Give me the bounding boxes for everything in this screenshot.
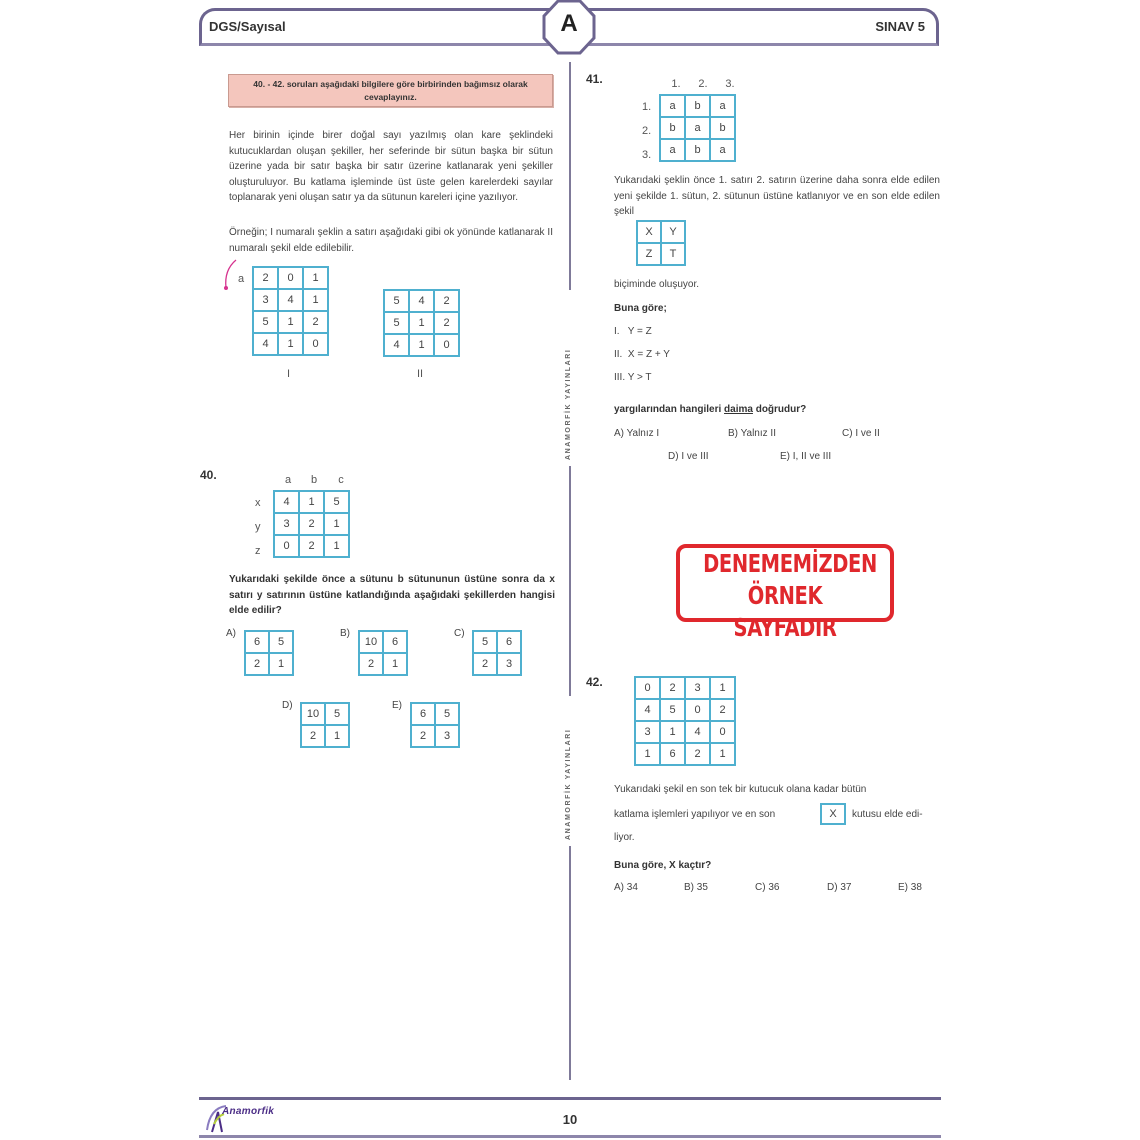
grid-row: [660, 139, 735, 161]
grid-row: [637, 221, 685, 243]
exam-section-title: DGS/Sayısal: [209, 19, 286, 34]
q41-result-grid: [636, 220, 686, 266]
grid-row: [301, 725, 349, 747]
grid-row: [274, 535, 349, 557]
q40-option-label[interactable]: D): [282, 700, 293, 711]
grid-row: [274, 491, 349, 513]
grid-cell: 1: [409, 334, 434, 356]
sample-page-stamp: [676, 544, 894, 642]
grid-cell: 0: [635, 677, 660, 699]
grid-row: [274, 513, 349, 535]
grid-cell: 2: [245, 653, 269, 675]
q40-grid: [273, 490, 350, 558]
grid-cell: 4: [409, 290, 434, 312]
grid-cell: 6: [497, 631, 521, 653]
grid-row: [253, 311, 328, 333]
q41-col-label: 3.: [725, 78, 735, 90]
question-42-text-3: liyor.: [614, 832, 635, 843]
grid-cell: 2: [301, 725, 325, 747]
q41-option-e[interactable]: E) I, II ve III: [780, 451, 832, 462]
instruction-box: 40. - 42. soruları aşağıdaki bilgilere göre birbirinden bağımsız olarak cevaplayınız.: [228, 74, 553, 107]
grid-cell: 10: [301, 703, 325, 725]
q40-option-grid[interactable]: [300, 702, 350, 748]
grid-cell: 6: [383, 631, 407, 653]
q40-option-grid[interactable]: [410, 702, 460, 748]
exam-number: SINAV 5: [875, 19, 925, 34]
q40-col-label: a: [284, 474, 292, 486]
grid-cell: 1: [710, 743, 735, 765]
grid-row: [384, 312, 459, 334]
question-40-number: 40.: [200, 468, 217, 482]
grid-cell: a: [660, 95, 685, 117]
intro-paragraph: Her birinin içinde birer doğal sayı yazılmış olan kare şeklindeki kutucuklardan oluşan şekiller, her seferinde bir sütun başka bir sütun üzerine yada bir satır başka bir satır üzerine katlanarak yeni şekiller oluşturuluyor. Bu katlama işleminde üst üste gelen karelerdeki sayılar toplanarak yeni oluşan satır ya da sütunun kareleri içine yazılıyor.: [229, 130, 553, 203]
grid-cell: 0: [278, 267, 303, 289]
q40-option-grid[interactable]: [472, 630, 522, 676]
figure-2-caption: II: [417, 368, 424, 380]
grid-cell: 2: [299, 535, 324, 557]
question-42-text-2a: katlama işlemleri yapılıyor ve en son: [614, 809, 776, 820]
column-divider-bottom: [569, 846, 571, 1080]
grid-cell: 5: [660, 699, 685, 721]
grid-cell: b: [685, 95, 710, 117]
column-divider-middle: [569, 466, 571, 696]
grid-cell: T: [661, 243, 685, 265]
grid-cell: a: [685, 117, 710, 139]
row-label-a: a: [238, 273, 245, 285]
grid-row: [635, 743, 735, 765]
grid-row: [637, 243, 685, 265]
stamp-line-1: DENEMEMİZDEN: [703, 549, 877, 578]
question-41-emphasis: daima: [724, 404, 753, 415]
booklet-letter: A: [560, 10, 578, 37]
q42-option-e[interactable]: E) 38: [898, 882, 922, 893]
statement-1: I. Y = Z: [614, 326, 652, 337]
grid-row: [660, 117, 735, 139]
grid-row: [359, 631, 407, 653]
grid-cell: 10: [359, 631, 383, 653]
grid-cell: 3: [685, 677, 710, 699]
grid-cell: 4: [685, 721, 710, 743]
q42-option-b[interactable]: B) 35: [684, 882, 708, 893]
question-42-text-2b: kutusu elde edi-: [852, 809, 923, 820]
q42-option-a[interactable]: A) 34: [614, 882, 638, 893]
question-41-question: [614, 402, 806, 418]
grid-cell: 1: [635, 743, 660, 765]
grid-row: [635, 677, 735, 699]
grid-cell: 2: [303, 311, 328, 333]
grid-cell: 5: [253, 311, 278, 333]
grid-cell: 5: [324, 491, 349, 513]
grid-cell: 2: [411, 725, 435, 747]
q41-col-label: 1.: [671, 78, 681, 90]
q41-option-d[interactable]: D) I ve III: [668, 451, 709, 462]
grid-cell: 4: [253, 333, 278, 355]
grid-row: [660, 95, 735, 117]
grid-cell: 3: [253, 289, 278, 311]
grid-cell: 1: [325, 725, 349, 747]
grid-cell: 3: [497, 653, 521, 675]
question-41-text: Yukarıdaki şeklin önce 1. satırı 2. satırın üzerine daha sonra elde edilen yeni şekilde 1. sütun, 2. sütunun üstüne katlanıyor ve en son elde edilen şekil: [614, 175, 940, 217]
grid-row: [384, 290, 459, 312]
grid-row: [253, 289, 328, 311]
q42-grid: [634, 676, 736, 766]
statement-3: III. Y > T: [614, 372, 652, 383]
question-41-number: 41.: [586, 72, 603, 86]
grid-cell: b: [685, 139, 710, 161]
grid-row: [411, 703, 459, 725]
q40-col-label: b: [310, 474, 318, 486]
grid-cell: 1: [324, 513, 349, 535]
grid-cell: 0: [303, 333, 328, 355]
grid-cell: 6: [660, 743, 685, 765]
grid-cell: 2: [434, 312, 459, 334]
grid-row: [635, 699, 735, 721]
grid-cell: 1: [383, 653, 407, 675]
grid-cell: 0: [685, 699, 710, 721]
grid-cell: 2: [253, 267, 278, 289]
grid-row: [384, 334, 459, 356]
q40-option-label[interactable]: A): [226, 628, 236, 639]
grid-cell: 2: [473, 653, 497, 675]
q40-option-grid[interactable]: [244, 630, 294, 676]
x-box: X: [820, 803, 846, 825]
q41-row-label: 3.: [642, 149, 652, 161]
grid-row: [245, 631, 293, 653]
figure-2-grid: [383, 289, 460, 357]
figure-1-grid: [252, 266, 329, 356]
publisher-logo-text: Anamorfik: [222, 1106, 275, 1117]
grid-cell: 1: [278, 311, 303, 333]
grid-row: [411, 725, 459, 747]
grid-cell: 2: [434, 290, 459, 312]
question-42-number: 42.: [586, 675, 603, 689]
statement-2: II. X = Z + Y: [614, 349, 670, 360]
q40-option-label[interactable]: E): [392, 700, 402, 711]
grid-cell: 1: [324, 535, 349, 557]
grid-cell: Z: [637, 243, 661, 265]
grid-cell: 2: [685, 743, 710, 765]
figure-1-caption: I: [287, 368, 291, 380]
grid-cell: 2: [660, 677, 685, 699]
grid-cell: 2: [710, 699, 735, 721]
grid-cell: 1: [269, 653, 293, 675]
grid-row: [253, 267, 328, 289]
q41-grid: [659, 94, 736, 162]
q40-row-label: z: [255, 545, 261, 557]
q40-row-label: y: [255, 521, 261, 533]
q41-option-a[interactable]: A) Yalnız I: [614, 428, 660, 439]
grid-cell: 0: [434, 334, 459, 356]
grid-cell: 3: [635, 721, 660, 743]
grid-cell: b: [660, 117, 685, 139]
grid-cell: a: [660, 139, 685, 161]
grid-cell: 4: [278, 289, 303, 311]
grid-cell: 1: [660, 721, 685, 743]
example-paragraph: Örneğin; I numaralı şeklin a satırı aşağıdaki gibi ok yönünde katlanarak II numaralı şekil elde edilebilir.: [229, 227, 553, 254]
grid-cell: 4: [635, 699, 660, 721]
column-divider-top: [569, 62, 571, 290]
q42-option-c[interactable]: C) 36: [755, 882, 780, 893]
q41-col-label: 2.: [698, 78, 708, 90]
stamp-line-2: ÖRNEK SAYFADIR: [733, 581, 837, 642]
grid-cell: 4: [384, 334, 409, 356]
q40-option-grid[interactable]: [358, 630, 408, 676]
question-41-pre: yargılarından hangileri: [614, 404, 725, 415]
question-41-prompt: Buna göre;: [614, 303, 667, 314]
grid-cell: 0: [710, 721, 735, 743]
q41-row-label: 2.: [642, 125, 652, 137]
grid-row: [253, 333, 328, 355]
grid-cell: 4: [274, 491, 299, 513]
grid-row: [473, 653, 521, 675]
question-41-post: doğrudur?: [752, 404, 807, 415]
footer-rule-bottom: [199, 1135, 941, 1138]
grid-cell: b: [710, 117, 735, 139]
question-40-text: Yukarıdaki şekilde önce a sütunu b sütununun üstüne sonra da x satırı y satırının üstüne katlandığında aşağıdaki şekillerden hangisi elde edilir?: [229, 574, 555, 616]
publisher-vertical-text-2: ANAMORFİK YAYINLARI: [565, 728, 572, 840]
grid-cell: a: [710, 139, 735, 161]
grid-cell: 6: [245, 631, 269, 653]
grid-cell: 1: [303, 267, 328, 289]
grid-cell: 2: [299, 513, 324, 535]
grid-cell: 5: [269, 631, 293, 653]
q41-row-label: 1.: [642, 101, 652, 113]
grid-cell: 0: [274, 535, 299, 557]
grid-row: [635, 721, 735, 743]
q41-option-c[interactable]: C) I ve II: [842, 428, 880, 439]
grid-cell: Y: [661, 221, 685, 243]
grid-cell: 5: [384, 312, 409, 334]
q40-option-label[interactable]: C): [454, 628, 465, 639]
grid-row: [301, 703, 349, 725]
grid-cell: 1: [303, 289, 328, 311]
grid-cell: X: [637, 221, 661, 243]
grid-cell: 5: [473, 631, 497, 653]
question-42-text-1: Yukarıdaki şekil en son tek bir kutucuk olana kadar bütün: [614, 784, 867, 795]
q40-row-label: x: [255, 497, 261, 509]
grid-cell: 1: [710, 677, 735, 699]
grid-cell: 6: [411, 703, 435, 725]
grid-cell: 3: [435, 725, 459, 747]
grid-cell: 1: [409, 312, 434, 334]
grid-cell: 1: [278, 333, 303, 355]
grid-row: [245, 653, 293, 675]
question-42-question: Buna göre, X kaçtır?: [614, 860, 712, 871]
grid-cell: 5: [384, 290, 409, 312]
q40-col-label: c: [338, 474, 344, 486]
page-number: 10: [562, 1112, 578, 1127]
grid-cell: 5: [325, 703, 349, 725]
grid-cell: a: [710, 95, 735, 117]
grid-cell: 5: [435, 703, 459, 725]
publisher-vertical-text-1: ANAMORFİK YAYINLARI: [565, 348, 572, 460]
q41-option-b[interactable]: B) Yalnız II: [728, 428, 776, 439]
q42-option-d[interactable]: D) 37: [827, 882, 852, 893]
q40-option-label[interactable]: B): [340, 628, 350, 639]
footer-rule-top: [199, 1097, 941, 1100]
grid-cell: 3: [274, 513, 299, 535]
grid-row: [359, 653, 407, 675]
grid-cell: 2: [359, 653, 383, 675]
question-41-after: biçiminde oluşuyor.: [614, 279, 700, 290]
grid-cell: 1: [299, 491, 324, 513]
grid-row: [473, 631, 521, 653]
